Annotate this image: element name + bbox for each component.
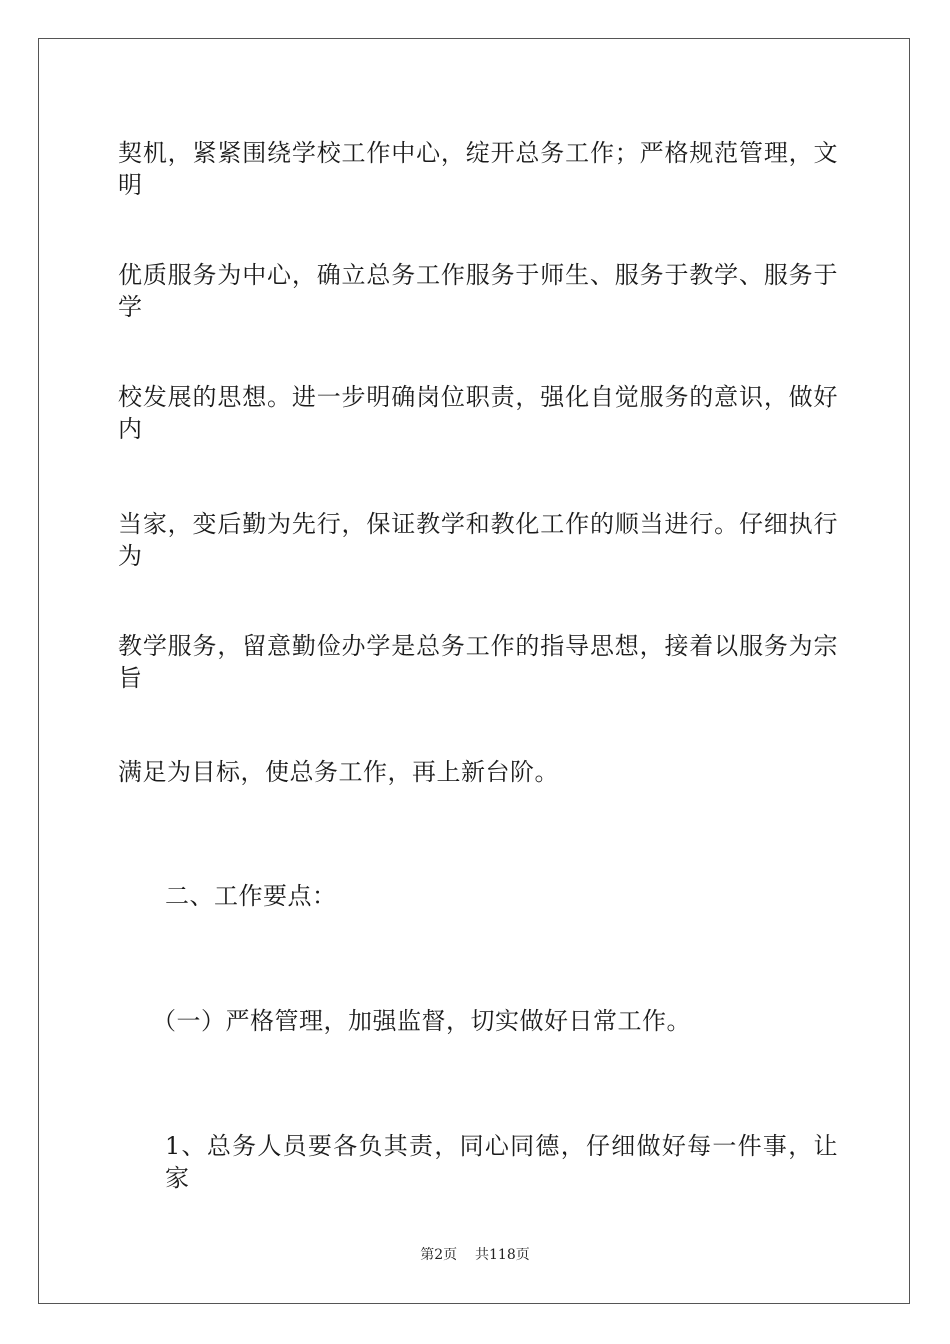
list-item-line: 1、总务人员要各负其责，同心同德，仔细做好每一件事，让家 — [165, 1132, 838, 1192]
page-footer — [0, 1246, 950, 1264]
paragraph-line-6: 满足为目标，使总务工作，再上新台阶。 — [118, 758, 559, 786]
page-number: 第2页 — [420, 1247, 458, 1263]
footer-spacer — [457, 1247, 475, 1263]
paragraph-line-4: 当家，变后勤为先行，保证教学和教化工作的顺当进行。仔细执行为 — [118, 510, 838, 570]
subsection-heading: （一）严格管理，加强监督，切实做好日常工作。 — [152, 1007, 691, 1035]
total-pages: 共118页 — [475, 1247, 530, 1263]
page-border — [38, 38, 910, 1304]
section-heading: 二、工作要点： — [165, 882, 337, 910]
paragraph-line-1: 契机，紧紧围绕学校工作中心，绽开总务工作；严格规范管理，文明 — [118, 139, 838, 199]
paragraph-line-3: 校发展的思想。进一步明确岗位职责，强化自觉服务的意识，做好内 — [118, 383, 838, 443]
paragraph-line-5: 教学服务，留意勤俭办学是总务工作的指导思想，接着以服务为宗旨 — [118, 632, 838, 692]
paragraph-line-2: 优质服务为中心，确立总务工作服务于师生、服务于教学、服务于学 — [118, 261, 838, 321]
